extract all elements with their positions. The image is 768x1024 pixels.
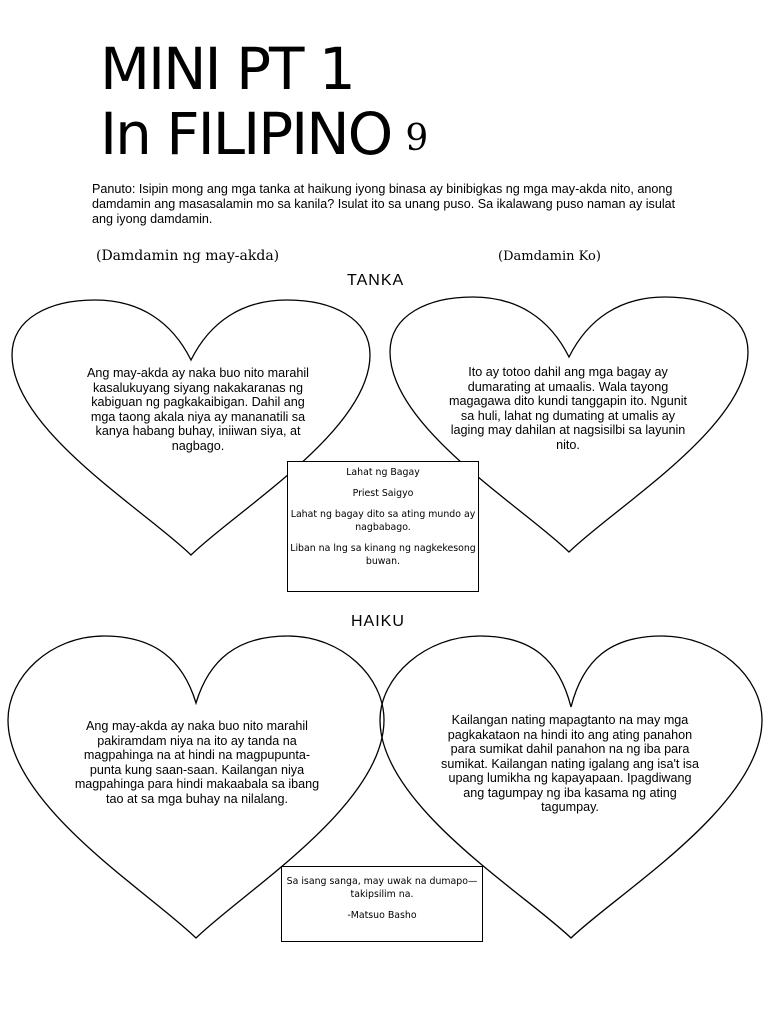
haiku-poem-box bbox=[281, 866, 483, 942]
instructions: Panuto: Isipin mong ang mga tanka at haikung iyong binasa ay binibigkas ng mga may-akda nito, anong damdamin ang masasalamin mo sa kanila? Isulat ito sa unang puso. Sa ikalawang puso naman ay isulat ang iyong damdamin. bbox=[92, 182, 676, 226]
title-subject: In FILIPINO bbox=[100, 100, 392, 168]
haiku-heading: HAIKU bbox=[351, 613, 405, 630]
title-line-2 bbox=[100, 100, 427, 168]
tanka-poem-author: Priest Saigyo bbox=[352, 488, 414, 499]
haiku-author-feelings-text: Ang may-akda ay naka buo nito marahil pakiramdam niya na ito ay tanda na magpahinga na at hindi na magpupunta-punta kung saan-saan. Kailangan niya magpahinga para hindi makaabala sa ibang tao at sa mga buhay na nilalang. bbox=[74, 719, 320, 806]
tanka-poem-stanza-2: Liban na lng sa kinang ng nagkekesong buwan. bbox=[290, 543, 476, 567]
tanka-poem-box bbox=[287, 461, 479, 592]
author-feelings-label: (Damdamin ng may-akda) bbox=[96, 248, 280, 264]
grade-number: 9 bbox=[405, 118, 427, 159]
haiku-my-feelings-text: Kailangan nating mapagtanto na may mga pagkakataon na hindi ito ang ating panahon para sumikat dahil panahon na ng iba para sumikat. Kailangan nating igalang ang isa't isa upang lumikha ng kapayapaan. Ipagdiwang ang tagumpay ng iba kasama ng ating tagumpay. bbox=[441, 713, 699, 814]
haiku-poem-author: -Matsuo Basho bbox=[347, 910, 417, 921]
tanka-author-feelings-text: Ang may-akda ay naka buo nito marahil kasalukuyang siyang nakakaranas ng kabiguan ng pagkakaibigan. Dahil ang mga taong akala niya ay mananatili sa kanya habang buhay, iniiwan siya, at nagbago. bbox=[87, 366, 309, 453]
tanka-poem-title: Lahat ng Bagay bbox=[346, 467, 420, 478]
my-feelings-label: (Damdamin Ko) bbox=[498, 249, 601, 264]
tanka-heading: TANKA bbox=[347, 272, 405, 289]
haiku-poem-text: Sa isang sanga, may uwak na dumapo—takipsilim na. bbox=[286, 876, 478, 900]
tanka-my-feelings-text: Ito ay totoo dahil ang mga bagay ay dumarating at umaalis. Wala tayong magagawa dito kundi tanggapin ito. Ngunit sa huli, lahat ng dumating at umalis ay laging may dahilan at nagsisilbi sa layunin nito. bbox=[448, 365, 688, 452]
title-line-1: MINI PT 1 bbox=[100, 35, 354, 103]
tanka-poem-stanza-1: Lahat ng bagay dito sa ating mundo ay nagbabago. bbox=[290, 509, 476, 533]
